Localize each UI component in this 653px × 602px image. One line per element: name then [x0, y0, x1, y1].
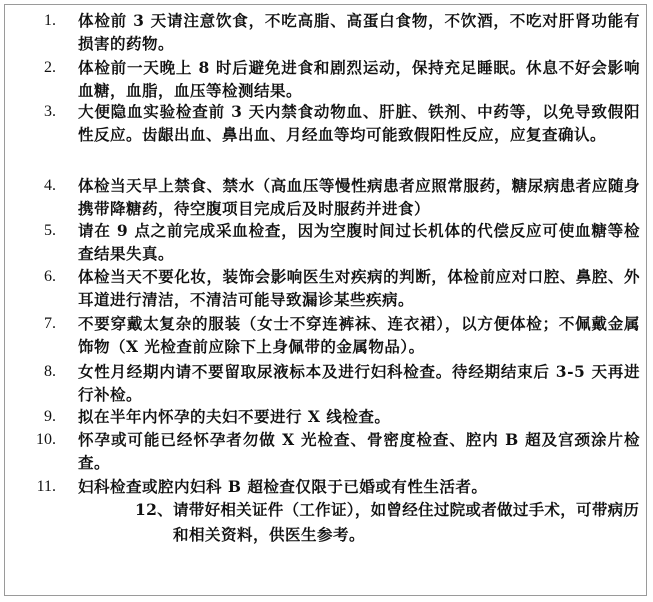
- item-number: 1.: [44, 12, 56, 29]
- item-text: 怀孕或可能已经怀孕者勿做 X 光检查、骨密度检查、腔内 B 超及宫颈涂片检查。: [78, 430, 640, 472]
- item-text: 体检前 3 天请注意饮食，不吃高脂、高蛋白食物，不饮酒，不吃对肝肾功能有损害的药物。: [78, 11, 640, 53]
- item-number: 6.: [44, 268, 56, 285]
- item-number: 4.: [44, 177, 56, 194]
- item-number: 2.: [44, 59, 56, 76]
- item-text: 不要穿戴太复杂的服装（女士不穿连裤袜、连衣裙），以方便体检；不佩戴金属饰物（X 光检查前应除下上身佩带的金属物品）。: [78, 314, 640, 356]
- item-number: 10.: [36, 431, 56, 448]
- item-text: 体检当天早上禁食、禁水（高血压等慢性病患者应照常服药，糖尿病患者应随身携带降糖药，待空腹项目完成后及时服药并进食）: [78, 176, 640, 218]
- item-text: 拟在半年内怀孕的夫妇不要进行 X 线检查。: [78, 407, 391, 426]
- item-number: 9.: [44, 408, 56, 425]
- item-12-line-1: 12、请带好相关证件（工作证），如曾经住过院或者做过手术，可带病历: [135, 500, 640, 519]
- item-text: 体检前一天晚上 8 时后避免进食和剧烈运动，保持充足睡眠。休息不好会影响血糖，血脂，血压等检测结果。: [78, 58, 640, 100]
- item-number: 3.: [44, 103, 56, 120]
- item-number: 5.: [44, 222, 56, 239]
- item-text: 妇科检查或腔内妇科 B 超检查仅限于已婚或有性生活者。: [78, 477, 488, 496]
- item-number: 11.: [36, 478, 56, 495]
- item-number: 8.: [44, 363, 56, 380]
- list-item-12: [135, 497, 640, 547]
- item-text: 女性月经期内请不要留取尿液标本及进行妇科检查。待经期结束后 3-5 天再进行补检。: [78, 362, 640, 404]
- item-text: 体检当天不要化妆，装饰会影响医生对疾病的判断，体检前应对口腔、鼻腔、外耳道进行清洁，不清洁可能导致漏诊某些疾病。: [78, 267, 640, 309]
- item-text: 请在 9 点之前完成采血检查，因为空腹时间过长机体的代偿反应可使血糖等检查结果失真。: [78, 221, 640, 263]
- item-text: 大便隐血实验检查前 3 天内禁食动物血、肝脏、铁剂、中药等，以免导致假阳性反应。齿龈出血、鼻出血、月经血等均可能致假阳性反应，应复查确认。: [78, 102, 640, 144]
- item-12-line-2: 和相关资料，供医生参考。: [173, 525, 366, 544]
- item-number: 7.: [44, 315, 56, 332]
